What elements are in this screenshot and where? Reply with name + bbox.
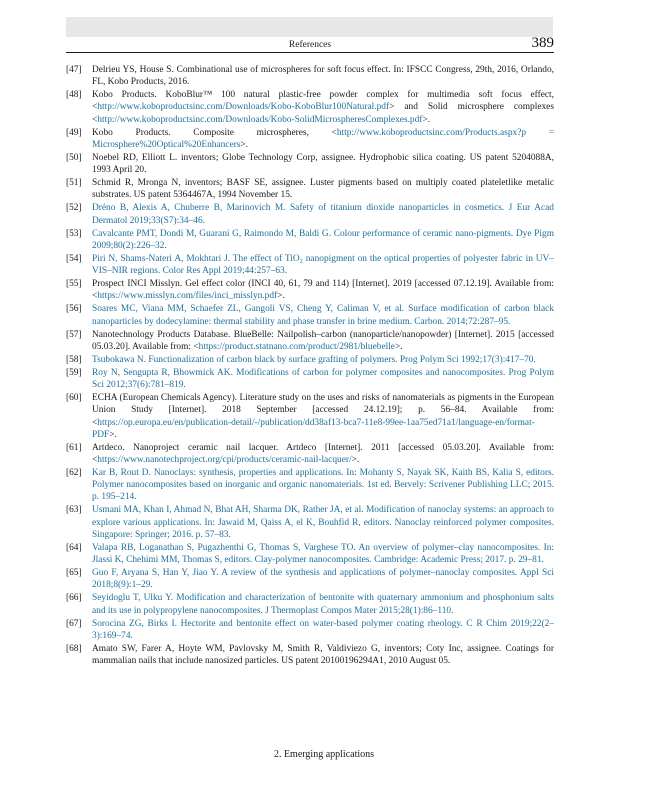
reference-text-segment: Usmani MA, Khan I, Ahmad N, Bhat AH, Sharma DK, Rather JA, et al. Modification of nanoclay systems: an approach to explore various applications. In: Jawaid M, Qaiss A, el K, Bouhfid R, editors. Nanoclay reinforced polymer composites. Singapore: Springer; 2016. p. 57–83. (92, 505, 554, 540)
reference-text-segment: >. (351, 454, 360, 465)
reference-text-segment: Piri N, Shams-Nateri A, Mokhtari J. The effect of TiO₂ nanopigment on the optical properties of polyester fabric in UV–VIS–NIR regions. Color Res Appl 2019;44:257–63. (92, 253, 554, 277)
reference-text[interactable] (92, 355, 536, 365)
reference-url-link[interactable]: http://www.koboproductsinc.com/Downloads/Kobo-SolidMicrospheresComplexes.pdf (97, 114, 423, 125)
reference-item (66, 618, 554, 642)
reference-text[interactable] (92, 593, 554, 615)
reference-number: [55] (66, 279, 82, 290)
reference-number: [54] (66, 253, 82, 264)
reference-item (66, 354, 554, 366)
reference-item (66, 367, 554, 391)
reference-item (66, 202, 554, 226)
reference-text[interactable] (92, 304, 554, 326)
reference-text-segment: Roy N, Sengupta R, Bhowmick AK. Modifications of carbon for polymer composites and nanocomposites. Prog Polym Sci 2012;37(6):781–819. (92, 368, 554, 391)
reference-url-link[interactable]: https://www.misslyn.com/files/inci_misslyn.pdf (97, 291, 278, 302)
reference-text-segment: Dréno B, Alexis A, Chuberre B, Marinovich M. Safety of titanium dioxide nanoparticles in cosmetics. J Eur Acad Dermatol 2019;33(S7):34–46. (92, 203, 554, 226)
reference-number: [53] (66, 228, 82, 239)
reference-text[interactable] (92, 203, 554, 225)
reference-text-segment: Tsubokawa N. Functionalization of carbon black by surface grafting of polymers. Prog Polym Sci 1992;17(3):417–70. (92, 354, 536, 365)
reference-text (92, 279, 554, 301)
header-bar (66, 17, 553, 37)
reference-item (66, 253, 554, 277)
reference-number: [62] (66, 468, 82, 479)
reference-item (66, 303, 554, 327)
reference-text[interactable] (92, 619, 554, 641)
reference-number: [57] (66, 329, 82, 340)
reference-item (66, 567, 554, 591)
reference-text-segment: ECHA (European Chemicals Agency). Literature study on the uses and risks of nanomaterials as pigments in the European Union Study [Internet]. 2018 September [accessed 24.12.19]; p. 56–84. Available from: < (92, 393, 554, 428)
reference-url-link[interactable]: https://op.europa.eu/en/publication-detail/-/publication/dd38af13-bca7-11e8-99ee-1aa75ed71a1/language-en/format-PDF (92, 417, 535, 440)
reference-text (92, 153, 554, 175)
reference-number: [60] (66, 393, 82, 404)
page-number: 389 (531, 35, 554, 51)
reference-text[interactable] (92, 229, 554, 251)
reference-item (66, 542, 554, 566)
running-header-title: References (288, 40, 332, 50)
reference-text (92, 330, 554, 352)
reference-text[interactable] (92, 254, 554, 276)
reference-text-segment: Kobo Products. KoboBlur™ 100 natural plastic-free powder complex for multimedia soft focus effect, < (92, 90, 554, 113)
reference-text[interactable] (92, 505, 554, 539)
reference-item (66, 329, 554, 353)
reference-number: [52] (66, 203, 82, 214)
reference-text-segment: Guo F, Aryana S, Han Y, Jiao Y. A review of the synthesis and applications of polymer–nanoclay composites. Appl Sci 2018;8(9):1–29. (92, 568, 554, 591)
reference-text-segment: > and Solid microsphere complexes < (92, 102, 554, 125)
reference-number: [68] (66, 643, 82, 654)
reference-number: [61] (66, 442, 82, 453)
reference-text (92, 128, 554, 150)
reference-text[interactable] (92, 543, 554, 565)
reference-item (66, 278, 554, 302)
reference-list (66, 64, 554, 668)
reference-number: [63] (66, 505, 82, 516)
reference-text (92, 644, 554, 666)
reference-text-segment: Seyidoglu T, Ulku Y. Modification and characterization of bentonite with quaternary ammonium and phosphonium salts and its use in polypropylene nanocomposites. J Thermoplast Compos Mater 2015;28(1):86–110. (92, 593, 554, 616)
reference-number: [66] (66, 593, 82, 604)
reference-text-segment: Nanotechnology Products Database. BlueBelle: Nailpolish–carbon (nanoparticle/nanopowder) [Internet]. 2015 [accessed 05.03.20]. Available from: < (92, 329, 554, 352)
reference-text (92, 90, 554, 124)
reference-text-segment: Soares MC, Viana MM, Schaefer ZL, Gangoli VS, Cheng Y, Caliman V, et al. Surface modification of carbon black nanoparticles by dodecylamine: thermal stability and phase transfer in brine medium. Carbon. 2014;72:287–95. (92, 304, 554, 327)
reference-text (92, 178, 554, 200)
reference-text (92, 443, 554, 465)
reference-text-segment: Prospect INCI Misslyn. Gel effect color (INCI 40, 61, 79 and 114) [Internet]. 2019 [accessed 07.12.19]. Available from: < (92, 279, 554, 302)
reference-number: [64] (66, 542, 82, 553)
reference-text[interactable] (92, 468, 554, 502)
reference-item (66, 504, 554, 540)
reference-number: [67] (66, 618, 82, 629)
reference-text-segment: Kar B, Rout D. Nanoclays: synthesis, properties and applications. In: Mohanty S, Nayak SK, Kaith BS, Kalia S, editors. Polymer nanocomposites based on inorganic and organic nanomaterials. 1st ed. Bervely: Scrivener Publishing LLC; 2015. p. 195–214. (92, 468, 554, 503)
reference-text (92, 65, 554, 87)
reference-text-segment: >. (394, 341, 403, 352)
reference-item (66, 442, 554, 466)
reference-url-link[interactable]: http://www.koboproductsinc.com/Products.aspx?p = Microsphere%20Optical%20Enhancers (92, 127, 554, 150)
reference-item (66, 127, 554, 151)
reference-text-segment: Valapa RB, Loganathan S, Pugazhenthi G, Thomas S, Varghese TO. An overview of polymer–clay nanocomposites. In: Jlassi K, Chehimi MM, Thomas S, editors. Clay-polymer nanocomposites. Cambridge: Academic Press; 2017. p. 29–81. (92, 542, 554, 566)
reference-item (66, 89, 554, 125)
footer-section-label: 2. Emerging applications (273, 749, 375, 760)
reference-text-segment: >. (277, 291, 285, 302)
reference-text[interactable] (92, 568, 554, 590)
reference-number: [51] (66, 178, 82, 189)
reference-text-segment: Cavalcante PMT, Dondi M, Guarani G, Raimondo M, Baldi G. Colour performance of ceramic nano-pigments. Dye Pigm 2009;80(2):226–32. (92, 228, 554, 251)
reference-text-segment: Sorocina ZG, Birks I. Hectorite and bentonite effect on water-based polymer coating rheology. C R Chim 2019;22(2–3):169–74. (92, 618, 554, 641)
reference-item (66, 228, 554, 252)
reference-text-segment: Schmid R, Mronga N, inventors; BASF SE, assignee. Luster pigments based on multiply coated plateletlike metalic substrates. US patent 5364467A, 1994 November 15. (92, 178, 554, 201)
reference-number: [65] (66, 568, 82, 579)
reference-item (66, 643, 554, 667)
reference-item (66, 152, 554, 176)
reference-number: [56] (66, 304, 82, 315)
reference-number: [50] (66, 152, 82, 163)
reference-text[interactable] (92, 368, 554, 390)
reference-text-segment: Kobo Products. Composite microspheres, < (92, 127, 337, 138)
reference-text-segment: >. (422, 114, 431, 125)
reference-url-link[interactable]: https://www.nanotechproject.org/cpi/products/ceramic-nail-lacquer/ (97, 454, 352, 465)
reference-number: [58] (66, 354, 82, 365)
reference-item (66, 467, 554, 503)
reference-text-segment: Delrieu YS, House S. Combinational use of microspheres for soft focus effect. In: IFSCC Congress, 29th, 2016, Orlando, FL, Kobo Products, 2016. (92, 65, 554, 88)
reference-text-segment: >. (240, 139, 249, 150)
reference-url-link[interactable]: http://www.koboproductsinc.com/Downloads/Kobo-KoboBlur100Natural.pdf (97, 102, 390, 113)
reference-number: [49] (66, 127, 82, 138)
header-rule (66, 52, 554, 53)
reference-text-segment: Artdeco. Nanoproject ceramic nail lacquer. Artdeco [Internet]. 2011 [accessed 05.03.20]. Available from: < (92, 442, 554, 465)
reference-number: [47] (66, 65, 82, 75)
reference-item (66, 177, 554, 201)
reference-text-segment: Noebel RD, Elliott L. inventors; Globe Technology Corp, assignee. Hydrophobic silica coating. US patent 5204088A, 1993 April 20. (92, 152, 554, 176)
reference-url-link[interactable]: https://product.statnano.com/product/2981/bluebelle (198, 341, 395, 352)
reference-text-segment: >. (109, 429, 117, 440)
reference-item (66, 392, 554, 441)
reference-item (66, 592, 554, 616)
reference-item (66, 64, 554, 88)
reference-text-segment: Amato SW, Farer A, Hoyte WM, Pavlovsky M, Smith R, Valdiviezo G, inventors; Coty Inc, assignee. Coatings for mammalian nails that include nanosized particles. US patent 20100196294A1, 2010 August 05. (92, 643, 554, 667)
reference-number: [59] (66, 368, 82, 378)
reference-number: [48] (66, 90, 82, 101)
reference-text (92, 393, 554, 439)
